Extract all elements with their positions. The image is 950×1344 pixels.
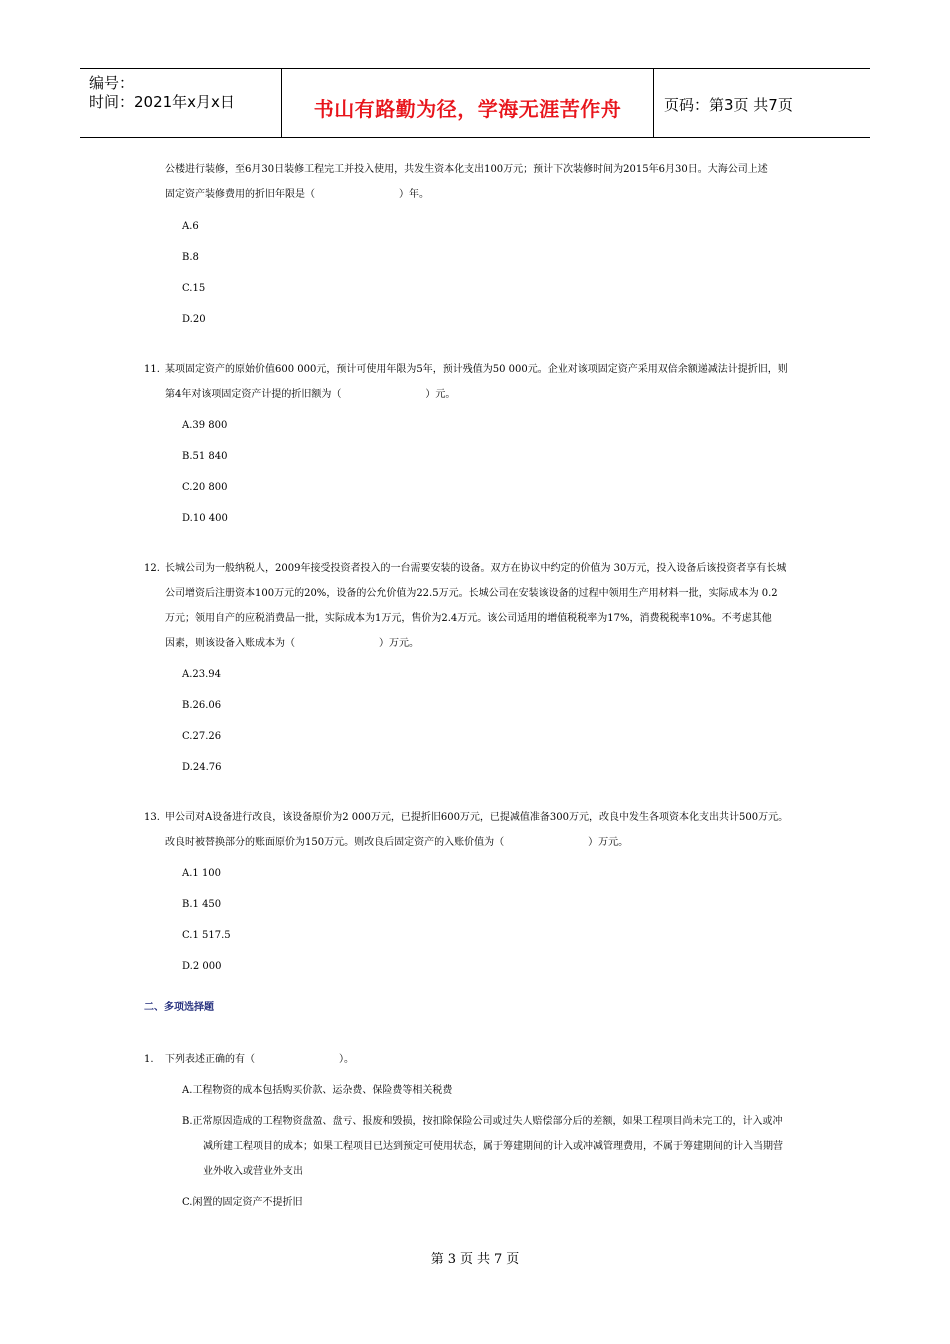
page-number-label: 页码：第3页 共7页	[664, 96, 793, 114]
q11-line2a: 第4年对该项固定资产计提的折旧额为（	[165, 389, 342, 400]
q13-line1: 甲公司对A设备进行改良，该设备原价为2 000万元，已提折旧600万元，已提减值准备300万元，改良中发生各项资本化支出共计500万元。	[165, 812, 789, 823]
q11-option-b: B.51 840	[182, 451, 228, 462]
q13-number: 13.	[144, 812, 160, 823]
page-header	[80, 68, 870, 138]
m1-option-b-line3: 业外收入或营业外支出	[203, 1166, 303, 1177]
q10-option-b: B.8	[182, 252, 199, 263]
q10-line1: 公楼进行装修，至6月30日装修工程完工并投入使用，共发生资本化支出100万元；预计下次装修时间为2015年6月30日。大海公司上述	[165, 164, 768, 175]
section-title-multiple-choice: 二、多项选择题	[144, 1002, 214, 1013]
m1-stem-a: 下列表述正确的有（	[165, 1054, 255, 1065]
time-label: 时间：2021年x月x日	[89, 93, 235, 111]
q10-option-d: D.20	[182, 314, 206, 325]
footer-total-pages: 7	[494, 1252, 503, 1267]
q12-line1: 长城公司为一般纳税人，2009年接受投资者投入的一台需要安装的设备。双方在协议中约定的价值为 30万元，投入设备后该投资者享有长城	[165, 563, 787, 574]
m1-stem-b: ）。	[339, 1054, 354, 1065]
q11-line2b: ）元。	[425, 389, 456, 400]
q11-line2	[165, 389, 455, 401]
m1-option-a: A.工程物资的成本包括购买价款、运杂费、保险费等相关税费	[182, 1085, 453, 1096]
q12-option-a: A.23.94	[182, 669, 222, 680]
q13-option-c: C.1 517.5	[182, 930, 231, 941]
q12-line4	[165, 638, 419, 650]
q10-line2b: ）年。	[399, 189, 429, 200]
footer-word-gong: 共	[477, 1252, 491, 1267]
q11-option-a: A.39 800	[182, 420, 228, 431]
q13-option-a: A.1 100	[182, 868, 222, 879]
q11-option-d: D.10 400	[182, 513, 228, 524]
q10-option-a: A.6	[182, 221, 199, 232]
motto: 书山有路勤为径，学海无涯苦作舟	[313, 97, 622, 121]
q13-line2a: 改良时被替换部分的账面原价为150万元。则改良后固定资产的入账价值为（	[165, 837, 505, 848]
q13-line2b: ）万元。	[588, 837, 629, 848]
serial-label: 编号：	[89, 74, 135, 92]
page-footer	[0, 1248, 950, 1267]
q12-option-b: B.26.06	[182, 700, 222, 711]
q11-option-c: C.20 800	[182, 482, 228, 493]
q12-line3: 万元；领用自产的应税消费品一批，实际成本为1万元，售价为2.4万元。该公司适用的增值税税率为17%，消费税税率10%。不考虑其他	[165, 613, 772, 624]
footer-word-ye2: 页	[506, 1252, 520, 1267]
header-motto-cell	[282, 69, 654, 137]
header-page-cell	[654, 69, 870, 137]
q11-number: 11.	[144, 364, 160, 375]
m1-option-b-line1: B.正常原因造成的工程物资盘盈、盘亏、报废和毁损，按扣除保险公司或过失人赔偿部分后的差额，如果工程项目尚未完工的，计入或冲	[182, 1116, 783, 1127]
q13-line2	[165, 837, 628, 849]
q12-option-d: D.24.76	[182, 762, 222, 773]
q12-line2: 公司增资后注册资本100万元的20%，设备的公允价值为22.5万元。长城公司在安装该设备的过程中领用生产用材料一批，实际成本为 0.2	[165, 588, 778, 599]
q12-line4b: ）万元。	[379, 638, 419, 649]
m1-option-b-line2: 减所建工程项目的成本；如果工程项目已达到预定可使用状态，属于筹建期间的计入或冲减管理费用，不属于筹建期间的计入当期营	[203, 1141, 783, 1152]
q13-option-d: D.2 000	[182, 961, 222, 972]
q13-option-b: B.1 450	[182, 899, 222, 910]
q10-option-c: C.15	[182, 283, 206, 294]
m1-option-c: C.闲置的固定资产不提折旧	[182, 1197, 303, 1208]
footer-word-ye: 页	[459, 1252, 473, 1267]
q10-line2	[165, 189, 429, 201]
q12-option-c: C.27.26	[182, 731, 222, 742]
q12-line4a: 因素，则该设备入账成本为（	[165, 638, 295, 649]
m1-stem	[165, 1054, 354, 1066]
footer-page-number: 3	[447, 1252, 456, 1267]
q10-line2a: 固定资产装修费用的折旧年限是（	[165, 189, 315, 200]
m1-number: 1.	[144, 1054, 154, 1065]
q11-line1: 某项固定资产的原始价值600 000元，预计可使用年限为5年，预计残值为50 000元。企业对该项固定资产采用双倍余额递减法计提折旧，则	[165, 364, 788, 375]
footer-word-di: 第	[430, 1252, 444, 1267]
header-meta-cell	[80, 69, 282, 137]
q12-number: 12.	[144, 563, 160, 574]
